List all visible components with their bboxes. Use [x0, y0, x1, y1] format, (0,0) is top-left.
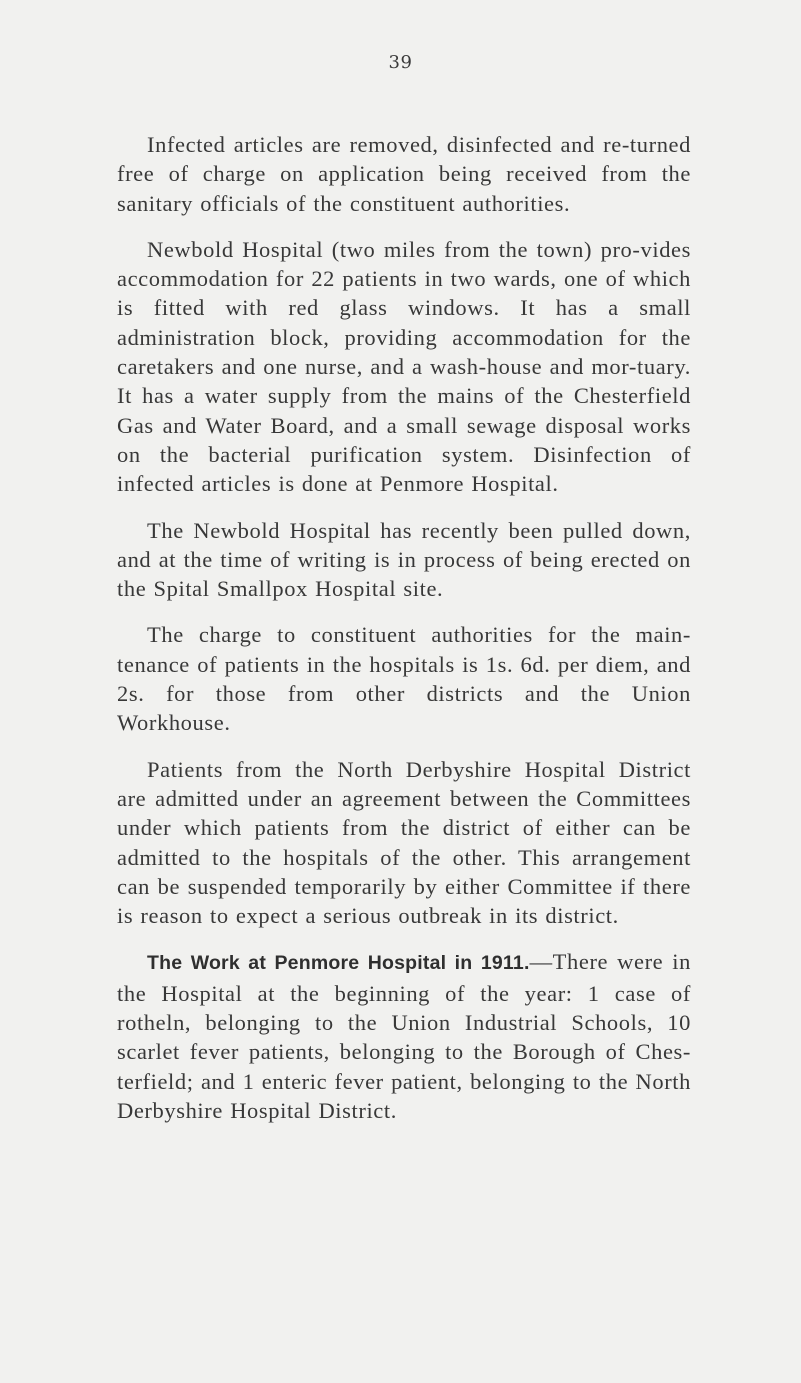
paragraph-newbold-hospital: Newbold Hospital (two miles from the town) pro-vides accommodation for 22 patients in two wards, one of which is fitted with red glass windows. It has a small administration block, providing accommodation for the caretakers and one nurse, and a wash-house and mor-tuary. It has a water supply from the mains of the Chesterfield Gas and Water Board, and a small sewage disposal works on the bacterial purification system. Disinfection of infected articles is done at Penmore Hospital.	[117, 236, 691, 497]
paragraph-newbold-rebuild: The Newbold Hospital has recently been pulled down, and at the time of writing is in process of being erected on the Spital Smallpox Hospital site.	[117, 517, 691, 602]
paragraph-disinfection: Infected articles are removed, disinfected and re-turned free of charge on application being received from the sanitary officials of the constituent authorities.	[117, 132, 691, 216]
section-heading: The Work at Penmore Hospital in 1911.	[147, 952, 530, 975]
paragraph-north-derbyshire-agreement: Patients from the North Derbyshire Hospital District are admitted under an agreement between the Committees under which patients from the district of either can be admitted to the hospitals of the other. This arrangement can be suspended temporarily by either Committee if there is reason to expect a serious outbreak in its district.	[117, 756, 691, 929]
paragraph-maintenance-charge: The charge to constituent authorities for the main-tenance of patients in the hospitals is 1s. 6d. per diem, and 2s. for those from other districts and the Union Workhouse.	[117, 622, 691, 736]
body-text	[117, 130, 691, 1125]
page-number: 39	[388, 52, 413, 73]
paragraph-penmore-1911-text: —There were in the Hospital at the beginning of the year: 1 case of rotheln, belonging to the Union Industrial Schools, 10 scarlet fever patients, belonging to the Borough of Ches-terfield; and 1 enteric fever patient, belonging to the North Derbyshire Hospital District.	[117, 949, 691, 1123]
paragraph-penmore-1911	[117, 947, 691, 1125]
